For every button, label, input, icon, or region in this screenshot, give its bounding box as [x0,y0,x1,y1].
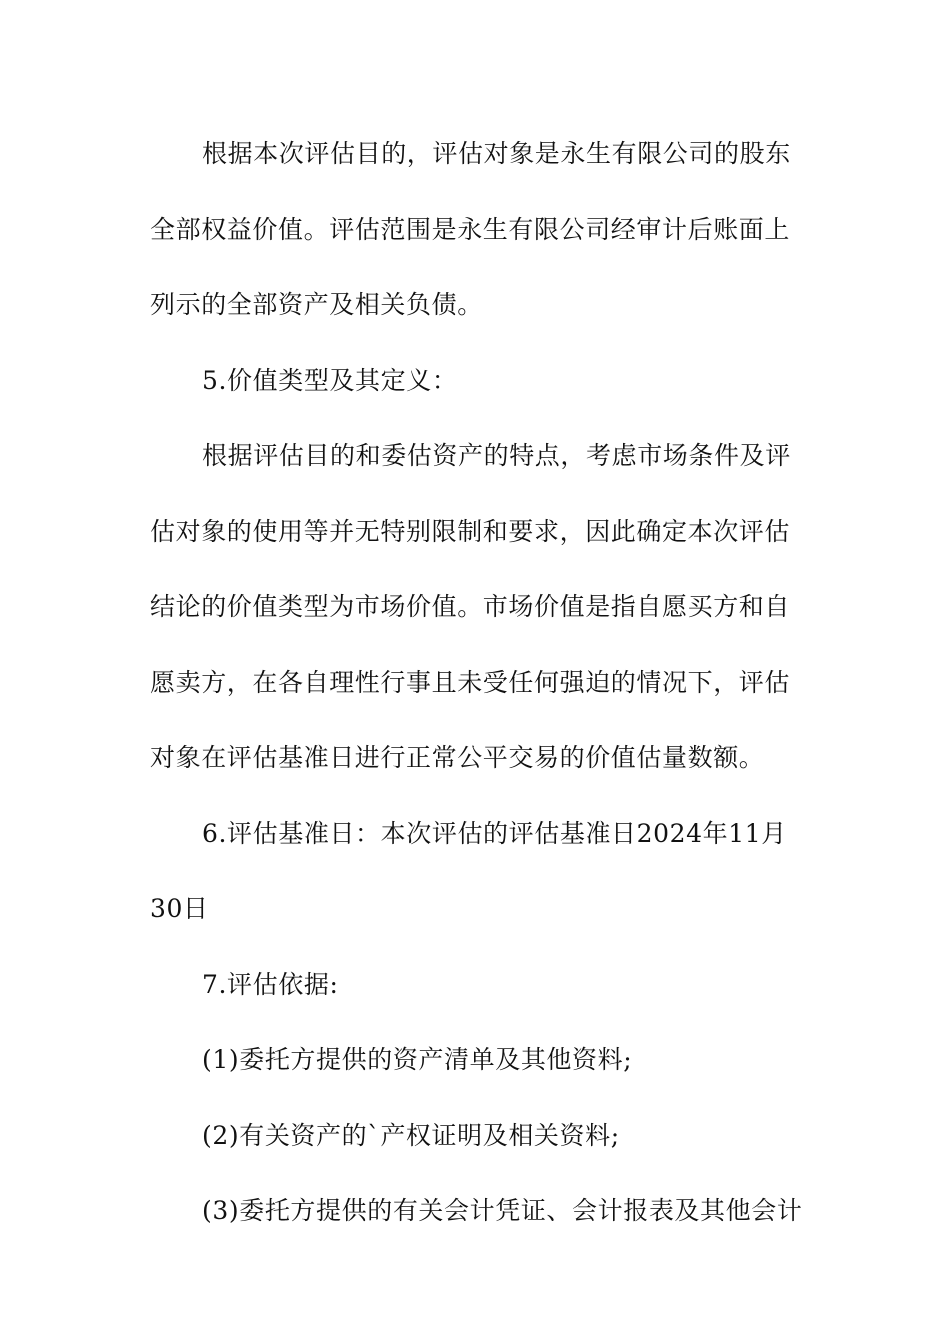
heading-evaluation-basis [150,947,805,1023]
document-body [150,116,805,1249]
text-line: 估对象的使用等并无特别限制和要求，因此确定本次评估 [150,516,791,546]
text-line: 根据评估目的和委估资产的特点，考虑市场条件及评 [202,441,791,470]
text-line: (3)委托方提供的有关会计凭证、会计报表及其他会计 [202,1196,803,1225]
text-line: 根据本次评估目的，评估对象是永生有限公司的股东 [202,139,791,168]
list-item-basis-3 [150,1173,805,1249]
text-line: 对象在评估基准日进行正常公平交易的价值估量数额。 [150,743,765,772]
heading-value-type [150,343,805,419]
paragraph-base-date [150,796,805,947]
text-line: 列示的全部资产及相关负债。 [150,290,483,319]
text-line: (2)有关资产的`产权证明及相关资料; [202,1120,620,1150]
text-line: 30日 [150,894,209,923]
text-line: 愿卖方，在各自理性行事且未受任何强迫的情况下，评估 [150,667,791,697]
paragraph-value-type [150,418,805,796]
list-item-basis-1 [150,1022,805,1098]
paragraph-evaluation-object [150,116,805,343]
list-item-basis-2 [150,1098,805,1174]
text-line: 结论的价值类型为市场价值。市场价值是指自愿买方和自 [150,592,791,621]
text-line: 5.价值类型及其定义： [202,365,458,395]
text-line: 6.评估基准日：本次评估的评估基准日2024年11月 [202,818,787,848]
text-line: 7.评估依据: [202,969,339,999]
text-line: 全部权益价值。评估范围是永生有限公司经审计后账面上 [150,214,791,244]
text-line: (1)委托方提供的资产清单及其他资料; [202,1045,633,1074]
